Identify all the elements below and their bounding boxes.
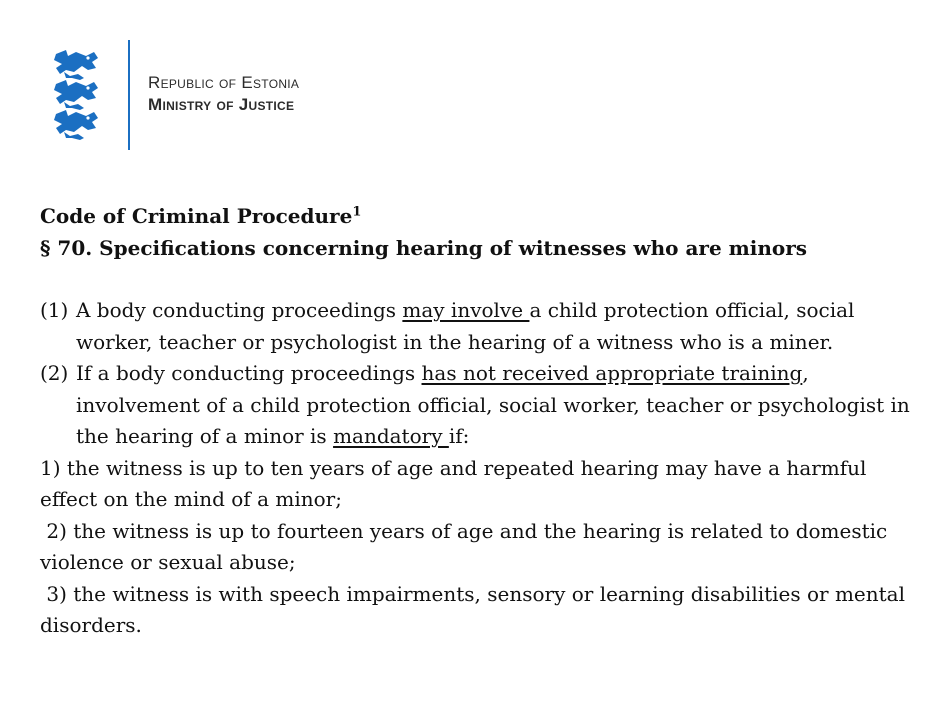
paragraph-number: (2)	[40, 361, 69, 385]
paragraph-1	[40, 295, 920, 358]
condition-1: 1) the witness is up to ten years of age and repeated hearing may have a harmful effect on the mind of a minor;	[40, 455, 867, 511]
document-body	[40, 201, 920, 642]
section-heading: § 70. Specifications concerning hearing of witnesses who are minors	[40, 235, 808, 260]
paragraph-text: , involvement of a child protection official, social worker, teacher or psychologist in the hearing of a minor is	[76, 361, 910, 448]
org-line-republic: Republic of Estonia	[148, 73, 300, 92]
coat-of-arms-icon	[52, 48, 102, 140]
paragraph-text: If a body conducting proceedings	[76, 361, 422, 385]
org-line-ministry: Ministry of Justice	[148, 95, 295, 114]
paragraph-text: a child protection official, social worker, teacher or psychologist in the hearing of a witness who is a miner.	[76, 298, 855, 354]
condition-2: 2) the witness is up to fourteen years of age and the hearing is related to domestic violence or sexual abuse;	[40, 518, 894, 574]
organization-name	[148, 72, 299, 116]
underlined-phrase: may involve	[402, 298, 530, 322]
document-title-text: Code of Criminal Procedure	[40, 204, 353, 228]
paragraph-2	[40, 358, 920, 453]
document-title	[40, 201, 920, 233]
title-footnote-marker: 1	[352, 204, 362, 220]
underlined-phrase: has not received appropriate training	[421, 361, 803, 385]
paragraph-text: if:	[448, 424, 470, 448]
header-divider	[128, 40, 130, 150]
paragraph-number: (1)	[40, 298, 69, 322]
condition-3: 3) the witness is with speech impairments, sensory or learning disabilities or mental disorders.	[40, 581, 912, 637]
spacer	[40, 264, 920, 295]
underlined-phrase: mandatory	[333, 424, 449, 448]
paragraph-text: A body conducting proceedings	[76, 298, 403, 322]
